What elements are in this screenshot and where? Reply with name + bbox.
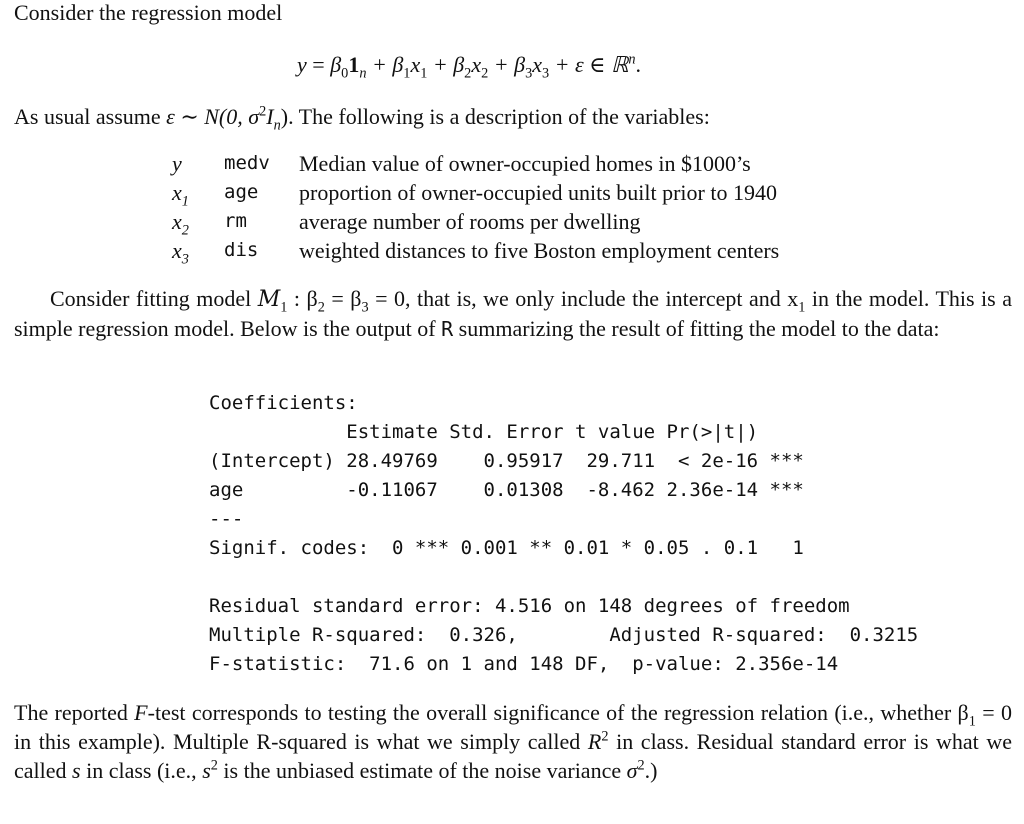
- var-code-dis: dis: [224, 239, 259, 261]
- model-equation: $y = \beta_01_n + \beta_1x_1 + \beta_2x_2 + \beta_3x_3 + \varepsilon$ ∈ ℝ$^n$.: [297, 51, 642, 82]
- var-code-age: age: [224, 181, 259, 203]
- coefficients-row-age: age -0.11067 0.01308 -8.462 2.36e-14 ***: [209, 479, 804, 501]
- coefficients-table-header: Estimate Std. Error t value Pr(>|t|): [209, 421, 759, 443]
- fitting-paragraph: Consider fitting model $M_1$ : $\beta_2 = \beta_3 = 0$, that is, we only include the intercept and $x_1$ in the model. This is a simple regression model. Below is the output of R summarizing the result of fitting the model to the data:: [14, 286, 1012, 341]
- var-symbol-x1: $x_1$: [172, 180, 189, 210]
- output-separator: ---: [209, 508, 244, 530]
- var-desc-medv: Median value of owner-occupied homes in $1000’s: [299, 151, 751, 176]
- residual-standard-error: Residual standard error: 4.516 on 148 degrees of freedom: [209, 595, 850, 617]
- assumption-line: As usual assume ε ∼ N(0, $\sigma^2I_n$). The following is a description of the variables:: [14, 103, 710, 134]
- coefficients-row-intercept: (Intercept) 28.49769 0.95917 29.711 < 2e-16 ***: [209, 450, 804, 472]
- signif-codes: Signif. codes: 0 *** 0.001 ** 0.01 * 0.05 . 0.1 1: [209, 537, 804, 559]
- var-desc-age: proportion of owner-occupied units built prior to 1940: [299, 180, 777, 205]
- coefficients-header: Coefficients:: [209, 392, 358, 414]
- var-symbol-x3: $x_3$: [172, 238, 189, 268]
- var-code-rm: rm: [224, 210, 247, 232]
- var-code-medv: medv: [224, 152, 270, 174]
- var-desc-rm: average number of rooms per dwelling: [299, 209, 641, 234]
- var-symbol-y: y: [172, 151, 182, 176]
- var-desc-dis: weighted distances to five Boston employment centers: [299, 238, 780, 263]
- var-symbol-x2: $x_2$: [172, 209, 189, 239]
- r-squared-line: Multiple R-squared: 0.326, Adjusted R-squared: 0.3215: [209, 624, 919, 646]
- intro-text: Consider the regression model: [14, 0, 283, 25]
- closing-paragraph: The reported F-test corresponds to testing the overall significance of the regression relation (i.e., whether $\beta_1 = 0$ in this example). Multiple R-squared is what we simply called $R^2$ in class. Residual standard error is what we called s in class (i.e., $s^2$ is the unbiased estimate of the noise variance $\sigma^2$.): [14, 700, 1012, 783]
- f-statistic-line: F-statistic: 71.6 on 1 and 148 DF, p-value: 2.356e-14: [209, 653, 839, 675]
